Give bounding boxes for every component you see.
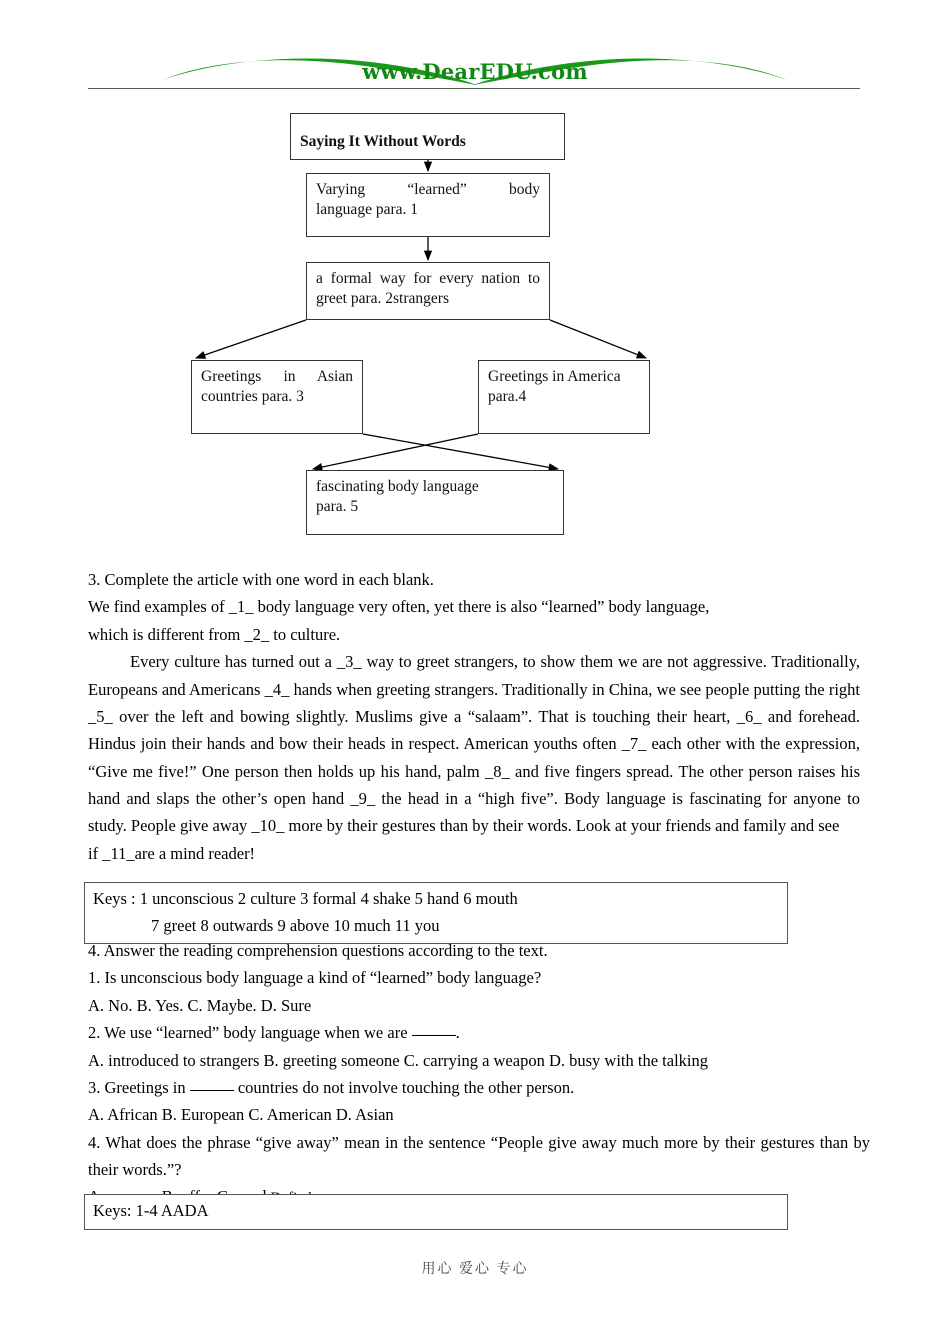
site-logo-text: www.DearEDU.com — [362, 59, 588, 84]
flow-node-2-line2: greet para. 2strangers — [316, 289, 449, 307]
article-para1-line2: which is different from _2_ to culture. — [88, 624, 341, 644]
question-3-stem-after: countries do not involve touching the other person. — [233, 1077, 575, 1097]
question-3-blank — [190, 1090, 234, 1091]
flow-node-3-left-line2: countries para. 3 — [201, 387, 304, 405]
article-section — [88, 566, 860, 867]
flow-node-3-right-line2: para.4 — [488, 387, 527, 405]
question-3-stem-before: 3. Greetings in — [88, 1077, 190, 1097]
flow-node-title-label: Saying It Without Words — [300, 133, 466, 151]
article-para2-last: if _11_are a mind reader! — [88, 843, 256, 863]
flowchart — [0, 0, 950, 560]
flow-node-1-line2: language para. 1 — [316, 200, 418, 218]
flow-node-4-line2: para. 5 — [316, 497, 359, 515]
fill-in-keys-row2: 7 greet 8 outwards 9 above 10 much 11 you — [151, 915, 440, 935]
reading-heading: 4. Answer the reading comprehension questions according to the text. — [88, 941, 548, 960]
question-2-stem-before: 2. We use “learned” body language when we are — [88, 1023, 412, 1043]
fill-in-keys-row1: Keys : 1 unconscious 2 culture 3 formal 4 shake 5 hand 6 mouth — [93, 889, 518, 908]
question-3-options: A. African B. European C. American D. Asian — [88, 1105, 394, 1125]
article-para1-line1: We find examples of _1_ body language very often, yet there is also “learned” body language, — [88, 597, 710, 617]
flow-node-1-line1: Varying “learned” body — [316, 181, 540, 198]
flow-node-3-right — [478, 360, 650, 434]
flow-node-4-line1: fascinating body language — [316, 478, 479, 495]
answer-keys-text: Keys: 1-4 AADA — [93, 1201, 209, 1220]
article-heading: 3. Complete the article with one word in each blank. — [88, 570, 434, 589]
flow-node-2-line1: a formal way for every nation to — [316, 270, 540, 287]
question-1-options: A. No. B. Yes. C. Maybe. D. Sure — [88, 995, 312, 1015]
question-2-blank — [412, 1035, 456, 1036]
question-2-stem-after: . — [455, 1023, 460, 1043]
answer-keys-box — [84, 1194, 788, 1230]
flow-node-2 — [306, 262, 550, 320]
question-3-stem — [88, 1074, 870, 1101]
flow-node-3-left-line1: Greetings in Asian — [201, 368, 353, 385]
flow-node-3-right-line1: Greetings in America — [488, 368, 621, 385]
page-footer: 用心 爱心 专心 — [421, 1262, 529, 1277]
question-2-stem — [88, 1019, 870, 1046]
question-1-stem: 1. Is unconscious body language a kind of “learned” body language? — [88, 968, 542, 988]
flow-node-4 — [306, 470, 564, 535]
question-4-stem: 4. What does the phrase “give away” mean in the sentence “People give away much more by their gestures than by their words.”? — [88, 1132, 870, 1179]
fill-in-keys-box — [84, 882, 788, 944]
question-2-options: A. introduced to strangers B. greeting someone C. carrying a weapon D. busy with the talking — [88, 1050, 708, 1070]
flow-node-1 — [306, 173, 550, 237]
flow-node-title — [290, 113, 565, 160]
flow-node-3-left — [191, 360, 363, 434]
article-para2: Every culture has turned out a _3_ way to greet strangers, to show them we are not aggressive. Traditionally, Europeans and Americans _4_ hands when greeting strangers. Traditionally in China, we see people putting the right _5_ over the left and bowing slightly. Muslims give a “salaam”. That is touching their heart, _6_ and forehead. Hindus join their hands and bow their heads in respect. American youths often _7_ each other with the expression, “Give me five!” One person then holds up his hand, palm _8_ and five fingers spread. The other person raises his hand and slaps the other’s open hand _9_ the head in a “high five”. Body language is fascinating for anyone to study. People give away _10_ more by their gestures than by their words. Look at your friends and family and see — [88, 652, 860, 836]
reading-questions-section — [88, 937, 870, 1211]
